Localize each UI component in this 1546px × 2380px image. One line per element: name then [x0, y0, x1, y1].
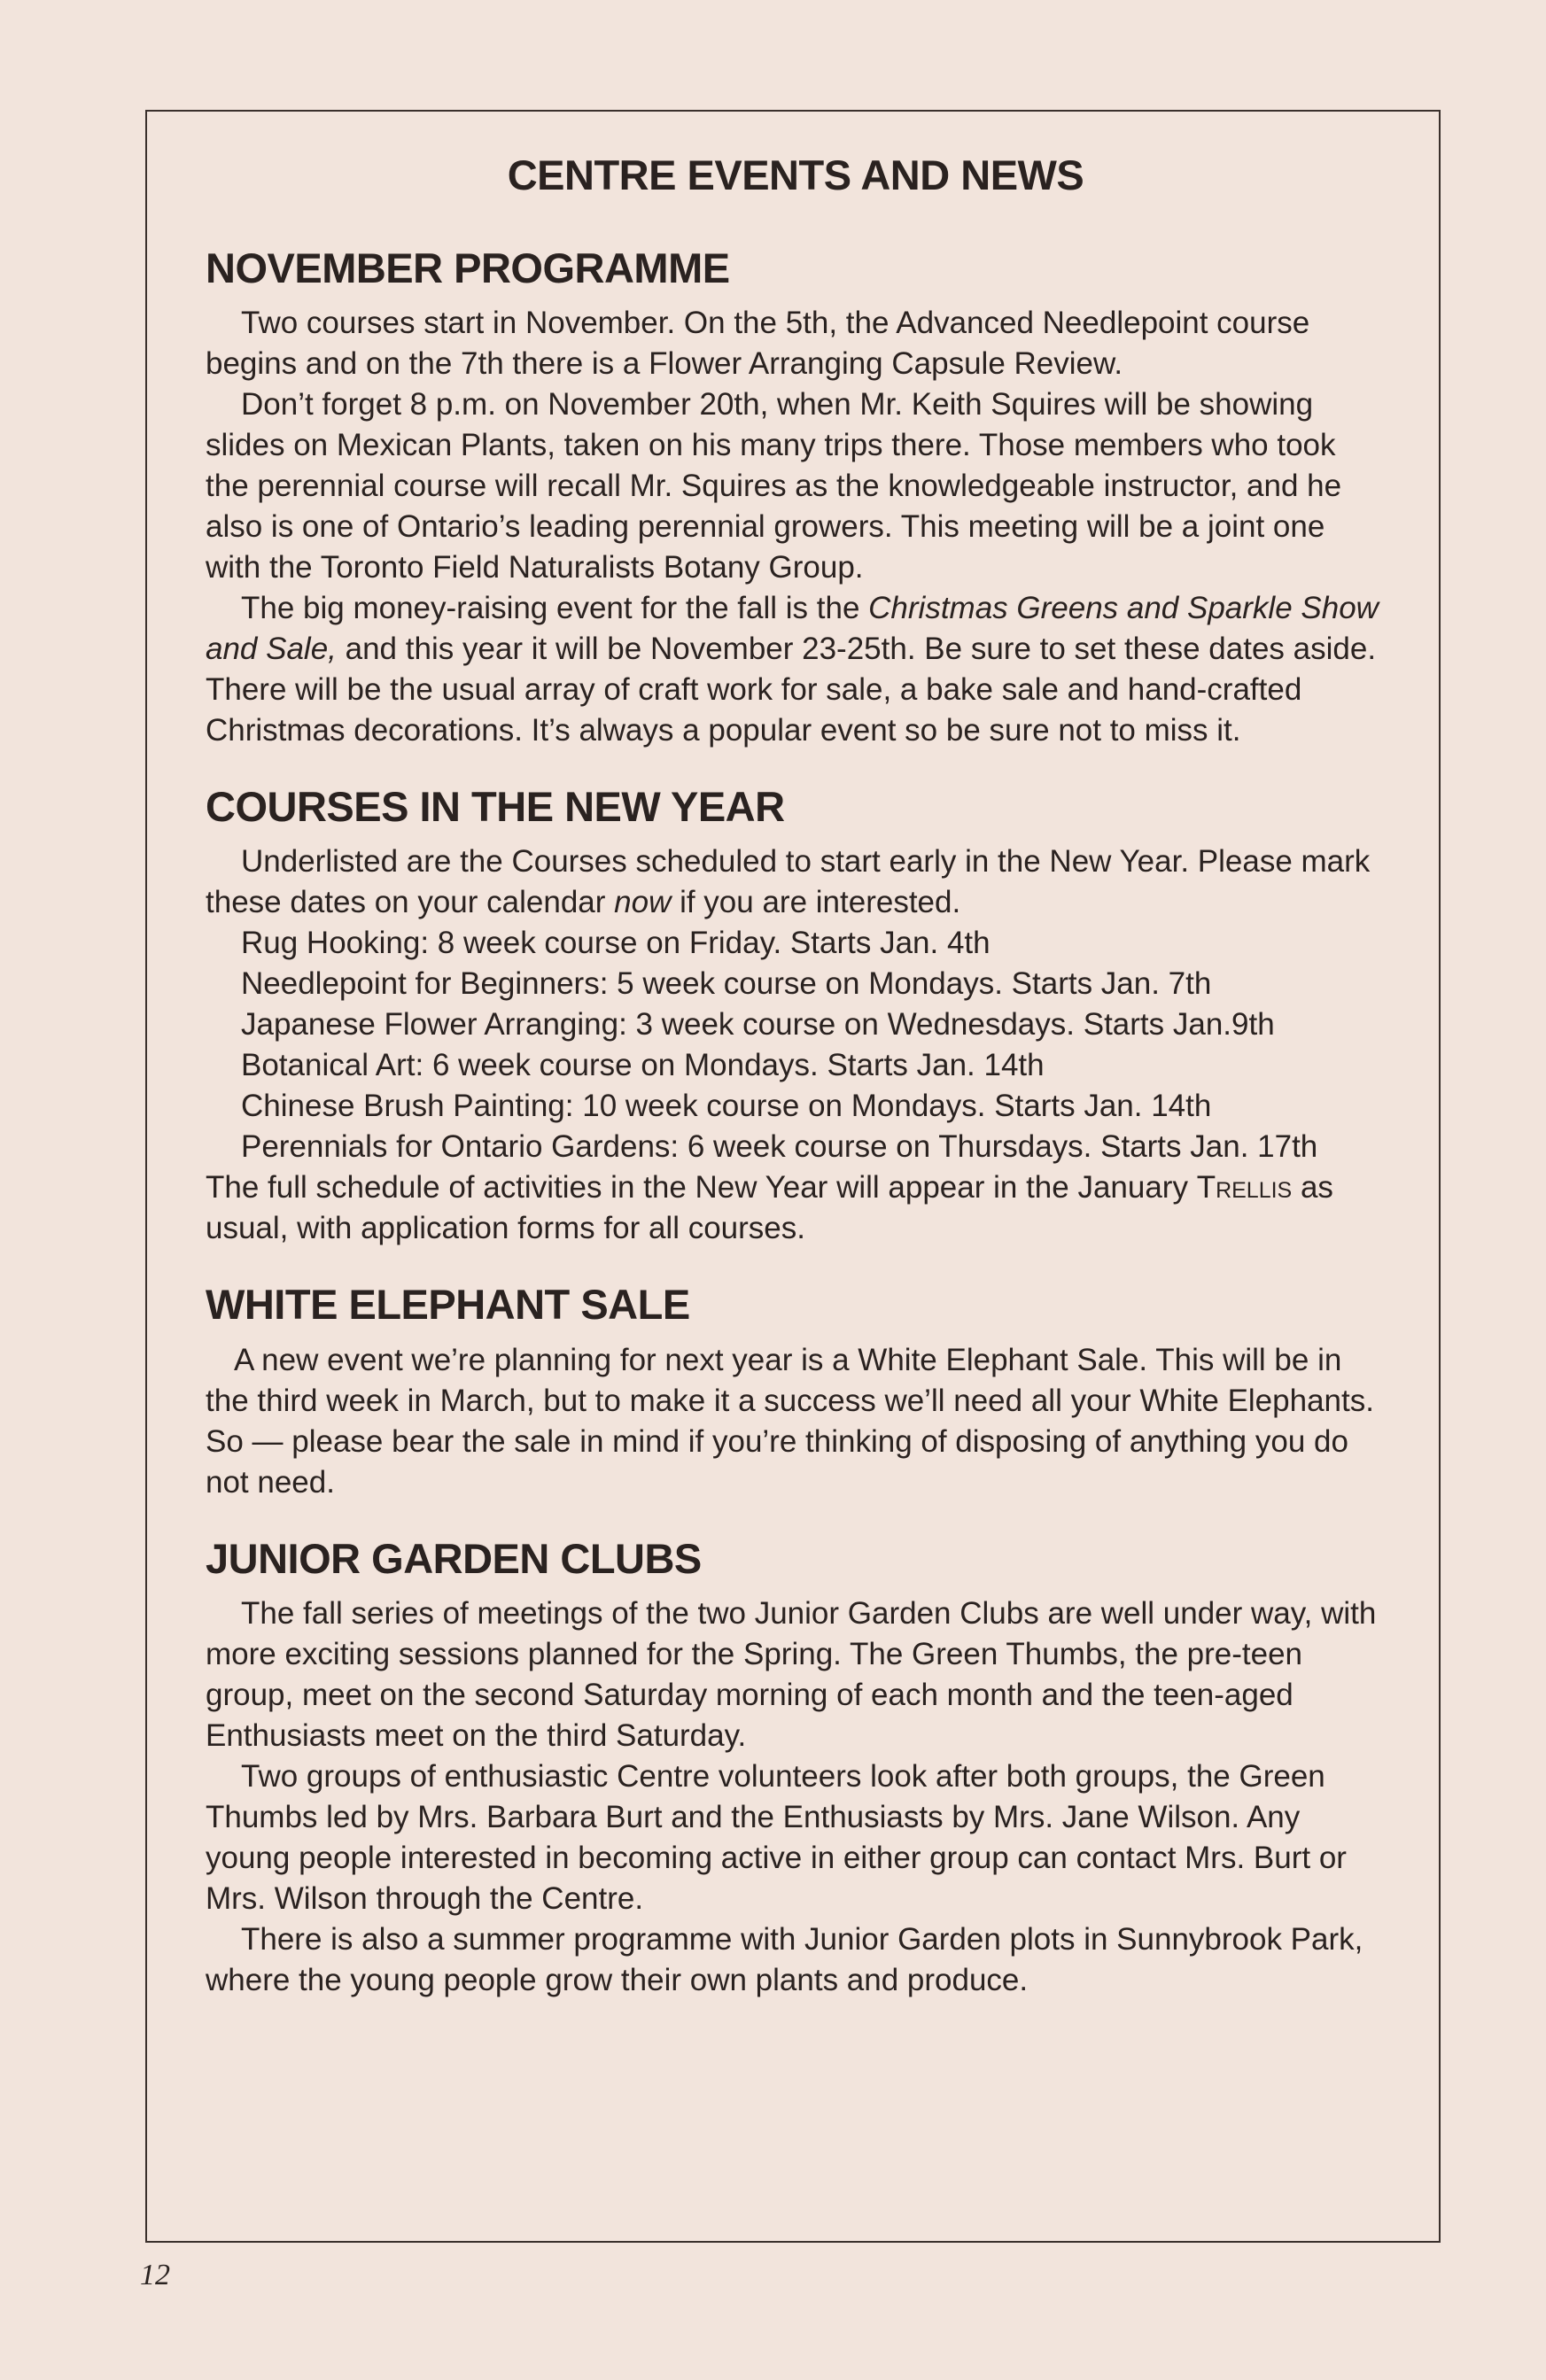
course-item: Botanical Art: 6 week course on Mondays. Starts Jan. 14th	[241, 1048, 1045, 1083]
paragraph	[206, 588, 1386, 751]
section-heading: JUNIOR GARDEN CLUBS	[206, 1534, 702, 1582]
course-item: Chinese Brush Painting: 10 week course on Mondays. Starts Jan. 14th	[241, 1089, 1212, 1124]
course-item: Rug Hooking: 8 week course on Friday. Starts Jan. 4th	[241, 926, 991, 961]
paragraph	[206, 841, 1386, 923]
paragraph: The fall series of meetings of the two Junior Garden Clubs are well under way, with more exciting sessions planned for the Spring. The Green Thumbs, the pre-teen group, meet on the second Saturday morning of each month and the teen-aged Enthusiasts meet on the third Saturday.	[206, 1595, 1377, 1753]
text-run: and this year it will be November 23-25th. Be sure to set these dates aside. There will be the usual array of craft work for sale, a bake sale and hand-crafted Christmas decorations. It’s always a popular event so be sure not to miss it.	[206, 632, 1377, 748]
publication-name: Trellis	[1196, 1170, 1293, 1206]
text-run: as usual, with application forms for all courses.	[206, 1170, 1333, 1246]
course-item: Perennials for Ontario Gardens: 6 week course on Thursdays. Starts Jan. 17th	[241, 1129, 1318, 1165]
emphasis-italic: now	[614, 885, 672, 920]
text-run: The full schedule of activities in the New Year will appear in the January	[206, 1170, 1197, 1206]
paragraph: Two courses start in November. On the 5th, the Advanced Needlepoint course begins and on the 7th there is a Flower Arranging Capsule Review.	[206, 306, 1310, 382]
text-run: if you are interested.	[671, 885, 961, 920]
paragraph: Don’t forget 8 p.m. on November 20th, when Mr. Keith Squires will be showing slides on Mexican Plants, taken on his many trips there. Those members who took the perennial course will recall Mr. Squires as the knowledgeable instructor, and he also is one of Ontario’s leading perennial growers. This meeting will be a joint one with the Toronto Field Naturalists Botany Group.	[206, 387, 1342, 585]
paragraph: There is also a summer programme with Junior Garden plots in Sunnybrook Park, where the young people grow their own plants and produce.	[206, 1921, 1363, 1997]
paragraph: A new event we’re planning for next year is a White Elephant Sale. This will be in the third week in March, but to make it a success we’ll need all your White Elephants. So — please bear the sale in mind if you’re thinking of disposing of anything you do not need.	[206, 1342, 1374, 1500]
event-name-italic: Christmas Greens and Sparkle Show and Sale,	[206, 591, 1379, 667]
page-title: CENTRE EVENTS AND NEWS	[507, 151, 1084, 198]
paragraph: Two groups of enthusiastic Centre volunteers look after both groups, the Green Thumbs led by Mrs. Barbara Burt and the Enthusiasts by Mrs. Jane Wilson. Any young people interested in becoming active in either group can contact Mrs. Burt or Mrs. Wilson through the Centre.	[206, 1758, 1347, 1916]
text-run: Underlisted are the Courses scheduled to start early in the New Year. Please mark these dates on your calendar	[206, 844, 1371, 920]
course-item: Needlepoint for Beginners: 5 week course on Mondays. Starts Jan. 7th	[241, 966, 1212, 1002]
page-number: 12	[140, 2259, 170, 2291]
section-heading: WHITE ELEPHANT SALE	[206, 1281, 690, 1329]
course-list	[206, 923, 1386, 1167]
paragraph	[206, 1167, 1386, 1249]
course-item: Japanese Flower Arranging: 3 week course on Wednesdays. Starts Jan.9th	[241, 1007, 1275, 1043]
section-heading: NOVEMBER PROGRAMME	[206, 244, 730, 292]
section-heading: COURSES IN THE NEW YEAR	[206, 783, 785, 831]
section-junior-garden-clubs	[206, 1535, 1386, 2001]
section-white-elephant-sale	[206, 1281, 1386, 1502]
section-courses-new-year	[206, 783, 1386, 1249]
section-november-programme	[206, 244, 1386, 751]
text-run: The big money-raising event for the fall is the	[241, 591, 869, 626]
article-frame	[145, 110, 1441, 2243]
